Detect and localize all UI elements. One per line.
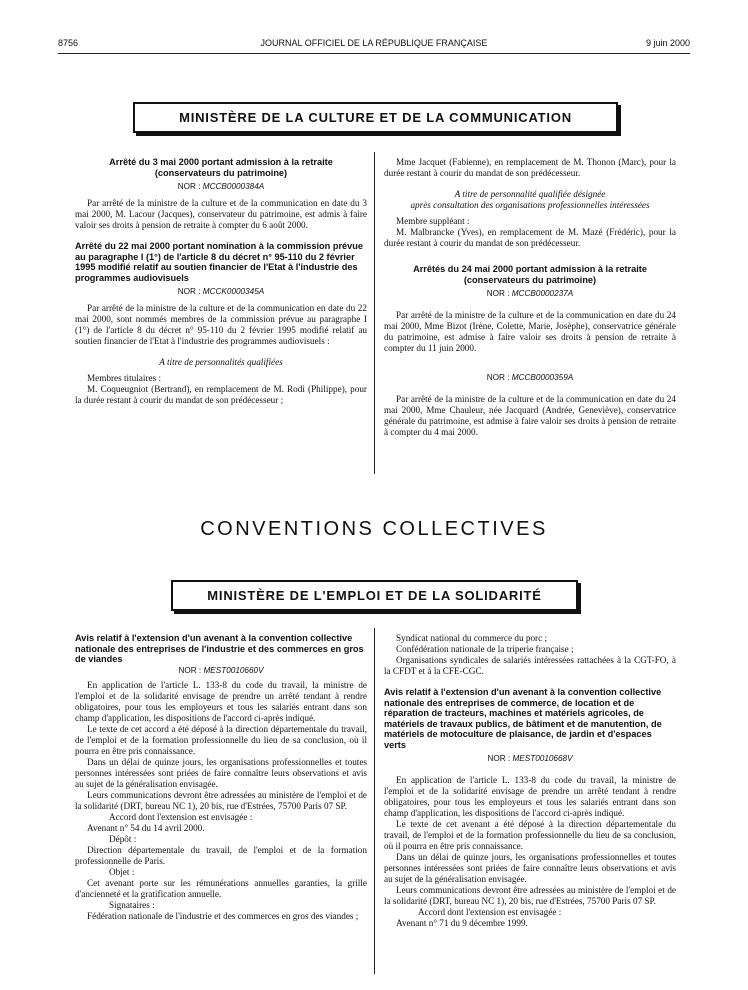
avis-paragraph: Dans un délai de quinze jours, les organisations professionnelles et toutes personnes intéressées sont priées de faire connaître leurs observations et avis au sujet de la généralisation envisagée. [75,756,367,789]
subheading: A titre de personnalités qualifiées [159,357,283,367]
nor-reference [384,288,676,299]
nor-reference [75,286,367,297]
nor-label: NOR : [486,289,510,298]
nor-code: MCCB0000384A [202,182,265,191]
journal-title: JOURNAL OFFICIEL DE LA RÉPUBLIQUE FRANÇAISE [260,38,488,48]
avis-paragraph: Signataires : [109,899,155,910]
avis-paragraph: Avenant n° 54 du 14 avril 2000. [87,822,205,833]
subheading: A titre de personnalité qualifiée désignée [454,189,606,199]
nor-code: MEST0010660V [203,665,264,675]
avis-paragraph: Dépôt : [109,833,137,844]
conventions-heading: CONVENTIONS COLLECTIVES [200,518,548,540]
avis-paragraph: En application de l'article L. 133-8 du code du travail, la ministre de l'emploi et de la solidarité envisage de prendre un arrêté tendant à rendre obligatoires, pour tous les employeurs et tous les salariés entrant dans son champ d'application, les dispositions de l'accord ci-après indiqué. [75,679,367,723]
nor-reference [75,181,367,192]
member-entry: M. Coqueugniot (Bertrand), en remplacement de M. Rodi (Philippe), pour la durée restant à courir du mandat de son prédécesseur ; [75,384,367,405]
arrete-body: Par arrêté de la ministre de la culture et de la communication en date du 24 mai 2000, Mme Bizot (Irène, Colette, Marie, Josèphe), conservatrice générale du patrimoine, est admise à faire valoir ses droits à pension de retraite à compter du 11 juin 2000. [384,310,676,353]
nor-label: NOR : [487,754,511,763]
avis-paragraph: Objet : [109,866,135,877]
signatory-entry: Syndicat national du commerce du porc ; [396,633,548,643]
signatory-entry: Confédération nationale de la triperie française ; [396,644,574,654]
avis-paragraph: Fédération nationale de l'industrie et des commerces en gros des viandes ; [87,910,359,921]
nor-code: MCCK0000345A [202,287,265,296]
arrete-body: Par arrêté de la ministre de la culture et de la communication en date du 3 mai 2000, M. Lacour (Jacques), conservateur du patrimoine, est admis à faire valoir ses droits à pension de retraite à compter du 6 août 2000. [75,198,367,230]
section2-left-column [75,633,367,922]
avis-paragraph: Cet avenant porte sur les rémunérations annuelles garanties, la grille d'ancienneté et la gratification annuelle. [75,877,367,899]
arrete-title: Arrêté du 3 mai 2000 portant admission à la retraite (conservateurs du patrimoine) [109,157,333,178]
avis-paragraph: Le texte de cet avenant a été déposé à la direction départementale du travail, de l'emploi et de la formation professionnelle du lieu de sa conclusion, où il pourra en être pris connaissance. [384,819,676,851]
avis-paragraph: En application de l'article L. 133-8 du code du travail, la ministre de l'emploi et de la solidarité envisage de prendre un arrêté tendant à rendre obligatoires, pour tous les employeurs et tous les salariés entrant dans son champ d'application, les dispositions de l'accord ci-après indiqué. [384,775,676,818]
nor-code: MCCB0000359A [511,373,574,382]
avis-paragraph: Leurs communications devront être adressées au ministère de l'emploi et de la solidarité (DRT, bureau NC 1), 20 bis, rue d'Estrées, 75700 Paris 07 SP. [75,789,367,811]
issue-date: 9 juin 2000 [645,38,690,48]
member-entry: Mme Jacquet (Fabienne), en remplacement de M. Thonon (Marc), pour la durée restant à courir du mandat de son prédécesseur. [384,157,676,178]
ministry-culture-heading: MINISTÈRE DE LA CULTURE ET DE LA COMMUNICATION [133,102,618,133]
arrete-body: Par arrêté de la ministre de la culture et de la communication en date du 24 mai 2000, Mme Chauleur, née Jacquard (Andrée, Geneviève), conservatrice générale du patrimoine, est admise à faire valoir ses droits à pension de retraite à compter du 4 mai 2000. [384,394,676,437]
column-divider [374,152,375,474]
arrete-body: Par arrêté de la ministre de la culture et de la communication en date du 22 mai 2000, sont nommés membres de la commission prévue au paragraphe I (1°) de l'article 8 du décret n° 95-110 du 2 février 1995 modifié relatif au soutien financier de l'Etat à l'industrie des programmes audiovisuels : [75,303,367,346]
avis-paragraph: Direction départementale du travail, de l'emploi et de la formation professionnelle de Paris. [75,844,367,866]
members-label: Membre suppléant : [396,216,470,226]
subheading: après consultation des organisations professionnelles intéressées [410,200,650,210]
column-divider [374,628,375,974]
nor-reference [384,753,676,764]
nor-label: NOR : [178,665,202,675]
nor-code: MCCB0000237A [511,289,574,298]
page-number: 8756 [58,38,79,48]
avis-paragraph: Leurs communications devront être adressées au ministère de l'emploi et de la solidarité (DRT, bureau NC 1), 20 bis, rue d'Estrées, 75700 Paris 07 SP. [384,885,676,906]
arrete-title: Arrêté du 22 mai 2000 portant nomination à la commission prévue au paragraphe I (1°) de l'article 8 du décret n° 95-110 du 2 février 1995 modifié relatif au soutien financier de l'Etat à l'industrie des programmes audiovisuels [75,241,363,283]
avis-paragraph: Avenant n° 71 du 9 décembre 1999. [396,918,528,928]
ministry-emploi-heading: MINISTÈRE DE L'EMPLOI ET DE LA SOLIDARITÉ [171,580,578,611]
avis-paragraph: Dans un délai de quinze jours, les organisations professionnelles et toutes personnes intéressées sont priées de faire connaître leurs observations et avis au sujet de la généralisation envisagée. [384,852,676,884]
avis-paragraph: Le texte de cet accord a été déposé à la direction départementale du travail, de l'emploi et de la formation professionnelle du lieu de sa conclusion, où il pourra en être pris connaissance. [75,723,367,756]
section1-left-column [75,157,367,406]
nor-reference [384,372,676,383]
header-rule [58,53,690,54]
avis-paragraph: Accord dont l'extension est envisagée : [418,907,562,917]
nor-reference [75,665,367,676]
section2-right-column [384,633,676,929]
avis-paragraph: Accord dont l'extension est envisagée : [109,811,253,822]
avis-title: Avis relatif à l'extension d'un avenant à la convention collective nationale des entreprises de l'industrie et des commerces en gros de viandes [75,633,364,664]
member-entry: M. Malbrancke (Yves), en remplacement de M. Mazé (Frédéric), pour la durée restant à courir du mandat de son prédécesseur. [384,227,676,248]
members-label: Membres titulaires : [87,373,161,383]
avis-title: Avis relatif à l'extension d'un avenant à la convention collective nationale des entreprises de commerce, de location et de réparation de tracteurs, machines et matériels agricoles, de matériels de travaux publics, de bâtiment et de manutention, de matériels de motoculture de plaisance, de jardin et d'espaces verts [384,687,662,750]
nor-label: NOR : [177,287,201,296]
nor-label: NOR : [486,373,510,382]
section1-right-column [384,157,676,438]
nor-code: MEST0010668V [512,754,573,763]
nor-label: NOR : [177,182,201,191]
arrete-title: Arrêtés du 24 mai 2000 portant admission à la retraite (conservateurs du patrimoine) [413,264,647,285]
signatory-entry: Organisations syndicales de salariés intéressées rattachées à la CGT-FO, à la CFDT et à la CFE-CGC. [384,655,676,676]
